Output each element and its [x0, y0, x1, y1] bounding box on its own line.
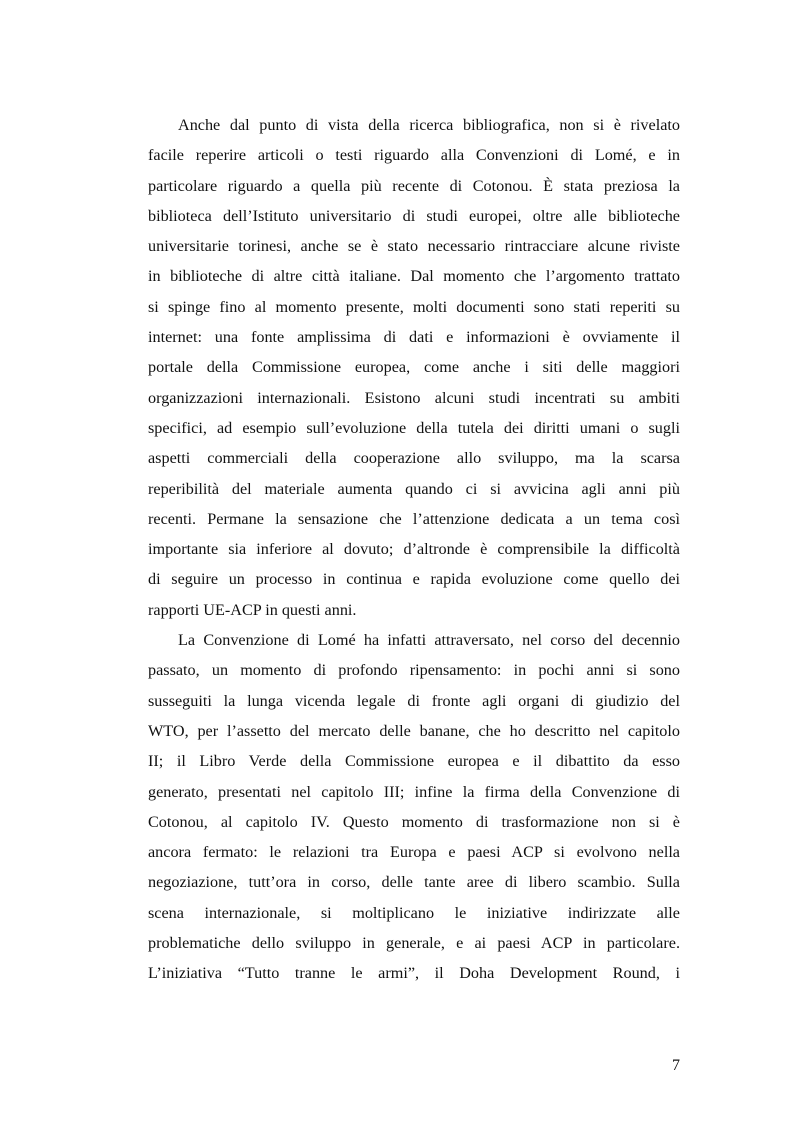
text-line: L’iniziativa “Tutto tranne le armi”, il Doha Development Round, i: [148, 964, 680, 983]
text-line: aspetti commerciali della cooperazione allo sviluppo, ma la scarsa: [148, 449, 680, 468]
text-line: II; il Libro Verde della Commissione europea e il dibattito da esso: [148, 752, 680, 771]
text-line: in biblioteche di altre città italiane. Dal momento che l’argomento trattato: [148, 267, 680, 286]
text-line: problematiche dello sviluppo in generale, e ai paesi ACP in particolare.: [148, 934, 680, 953]
paragraph-1: [148, 110, 680, 625]
text-line: Cotonou, al capitolo IV. Questo momento di trasformazione non si è: [148, 812, 680, 831]
page-number: 7: [672, 1057, 680, 1074]
text-line: facile reperire articoli o testi riguardo alla Convenzioni di Lomé, e in: [148, 146, 680, 165]
text-line: ancora fermato: le relazioni tra Europa e paesi ACP si evolvono nella: [148, 843, 680, 862]
text-line: particolare riguardo a quella più recente di Cotonou. È stata preziosa la: [148, 176, 680, 195]
text-line: recenti. Permane la sensazione che l’attenzione dedicata a un tema così: [148, 509, 680, 528]
text-line: negoziazione, tutt’ora in corso, delle tante aree di libero scambio. Sulla: [148, 873, 680, 892]
text-line: internet: una fonte amplissima di dati e informazioni è ovviamente il: [148, 328, 680, 347]
text-line: portale della Commissione europea, come anche i siti delle maggiori: [148, 358, 680, 377]
text-line: Anche dal punto di vista della ricerca bibliografica, non si è rivelato: [178, 116, 680, 134]
text-line: La Convenzione di Lomé ha infatti attraversato, nel corso del decennio: [178, 631, 680, 650]
text-line: universitarie torinesi, anche se è stato necessario rintracciare alcune riviste: [148, 237, 680, 256]
text-line: di seguire un processo in continua e rapida evoluzione come quello dei: [148, 570, 680, 589]
text-line: generato, presentati nel capitolo III; infine la firma della Convenzione di: [148, 782, 680, 801]
text-line: biblioteca dell’Istituto universitario di studi europei, oltre alle biblioteche: [148, 206, 680, 225]
paragraph-2: [148, 625, 680, 989]
text-line: scena internazionale, si moltiplicano le iniziative indirizzate alle: [148, 903, 680, 922]
text-line: organizzazioni internazionali. Esistono alcuni studi incentrati su ambiti: [148, 388, 680, 407]
text-line: si spinge fino al momento presente, molti documenti sono stati reperiti su: [148, 297, 680, 316]
text-line: specifici, ad esempio sull’evoluzione della tutela dei diritti umani o sugli: [148, 418, 680, 437]
text-line: importante sia inferiore al dovuto; d’altronde è comprensibile la difficoltà: [148, 540, 680, 559]
body-text: [148, 110, 680, 989]
text-line: passato, un momento di profondo ripensamento: in pochi anni si sono: [148, 661, 680, 680]
text-line: WTO, per l’assetto del mercato delle banane, che ho descritto nel capitolo: [148, 721, 680, 740]
text-line: susseguiti la lunga vicenda legale di fronte agli organi di giudizio del: [148, 691, 680, 710]
text-line: reperibilità del materiale aumenta quando ci si avvicina agli anni più: [148, 479, 680, 498]
text-line: rapporti UE-ACP in questi anni.: [148, 600, 357, 619]
